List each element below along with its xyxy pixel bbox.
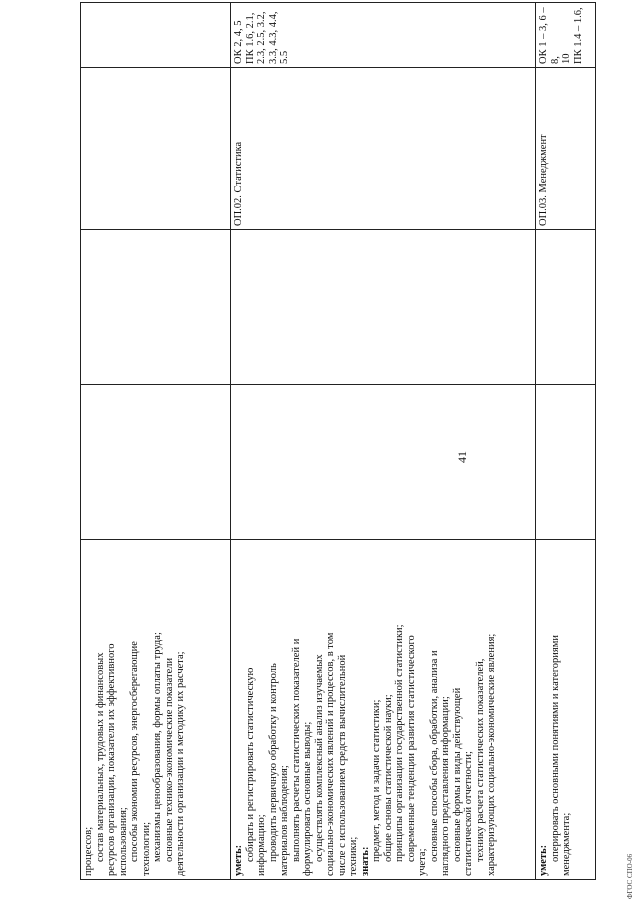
text-line: техники; [348,836,359,876]
competency-cell: ОК 1 – 3, 6 – 8, 10 ПК 1.4 – 1.6, [536,3,596,68]
text-line: современные тенденции развития статистического [405,635,417,862]
text-line: материалов наблюдения; [279,765,290,876]
description-cell [81,540,231,880]
discipline-cell: ОП.03. Менеджмент [536,68,596,230]
hours-cell [81,385,231,540]
text-line: механизмы ценообразования, формы оплаты труда; [152,632,163,862]
text-line: состав материальных, трудовых и финансовых [94,652,106,862]
page-number: 41 [455,451,469,463]
text-line: общие основы статистической науки; [382,694,394,862]
znat-heading: знать: [359,846,371,876]
text-line: менеджмента; [561,812,572,876]
text-line: способы экономии ресурсов, энергосберегающие [129,641,140,862]
discipline-cell [81,68,231,230]
text-line: числе с использованием средств вычислительной [336,654,348,876]
text-line: наглядного представления информации; [440,696,451,876]
competency-cell: ОК 2, 4, 5 ПК 1.6, 2.1, 2.3, 2.5, 3.2, 3.3, 4.3, 4.4, 5.5 [231,3,536,68]
text-line: предмет, метод и задачи статистики; [371,699,382,862]
footer-mark: ФГОС СПО-06 [626,853,634,899]
description-cell [536,540,596,880]
text-line: характеризующих социально-экономические явления; [486,633,497,876]
discipline-cell: ОП.02. Статистика [231,68,536,230]
text-line: технику расчета статистических показателей, [474,658,486,862]
text-line: информацию; [256,814,267,876]
curriculum-table [80,2,596,880]
text-line: осуществлять комплексный анализ изучаемых [313,654,325,862]
text-line: социально-экономических явлений и процессов, в том [325,632,336,876]
text-line: учета; [417,848,428,876]
table-row [231,3,536,880]
umet-heading: уметь: [233,844,244,876]
text-line: основные способы сбора, обработки, анализа и [428,650,440,862]
text-line: использования; [117,807,129,876]
table-row [81,3,231,880]
hours-cell [81,230,231,385]
text-line: статистической отчетности; [463,751,474,876]
text-line: процессов; [83,826,94,876]
text-line: технологии; [140,821,152,876]
competency-cell [81,3,231,68]
text-line: проводить первичную обработку и контроль [267,663,279,862]
text-line: выполнять расчеты статистических показателей и [290,638,302,862]
text-line: основные технико-экономические показатели [163,657,175,862]
text-line: формулировать основные выводы; [302,721,313,876]
description-cell [231,540,536,880]
hours-cell [536,230,596,385]
table-row [536,3,596,880]
text-line: основные формы и виды действующей [451,687,463,862]
hours-cell [231,230,536,385]
text-line: принципы организации государственной статистики; [394,624,405,862]
text-line: ресурсов организации, показатели их эффективного [106,643,117,876]
hours-cell [536,385,596,540]
text-line: оперировать основными понятиями и категориями [549,635,561,862]
text-line: собирать и регистрировать статистическую [244,667,256,862]
umet-heading: уметь: [538,844,549,876]
text-line: деятельности организации и методику их расчета; [175,651,186,876]
hours-cell [231,385,536,540]
